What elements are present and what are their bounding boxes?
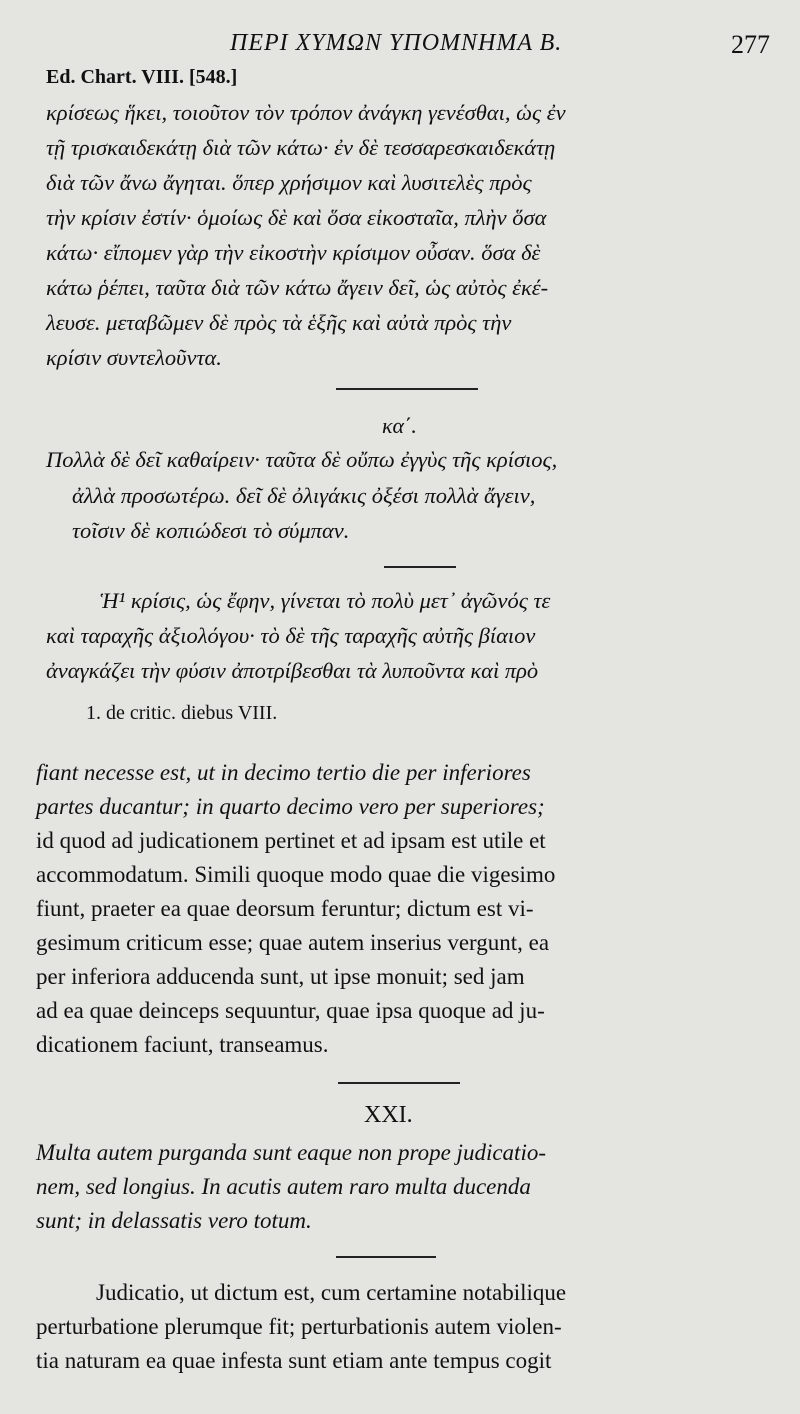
greek-line: καὶ ταραχῆς ἀξιολόγου· τὸ δὲ τῆς ταραχῆς αὐτῆς βίαιον — [46, 623, 536, 648]
greek-line: κρίσιν συντελοῦντα. — [46, 345, 222, 370]
section-divider — [338, 1082, 460, 1084]
edition-reference: Ed. Chart. VIII. [548.] — [46, 66, 238, 88]
latin-line: per inferiora adducenda sunt, ut ipse monuit; sed jam — [36, 964, 525, 989]
greek-line: κρίσεως ἥκει, τοιοῦτον τὸν τρόπον ἀνάγκη γενέσθαι, ὡς ἐν — [46, 100, 566, 125]
greek-line: Ἡ¹ κρίσις, ὡς ἔφην, γίνεται τὸ πολὺ μετ᾽ ἀγῶνός τε — [100, 588, 551, 613]
greek-line: κάτω ῥέπει, ταῦτα διὰ τῶν κάτω ἄγειν δεῖ, ὡς αὐτὸς ἐκέ- — [46, 275, 549, 300]
greek-line: τὴν κρίσιν ἐστίν· ὁμοίως δὲ καὶ ὅσα εἰκοσταῖα, πλὴν ὅσα — [46, 205, 547, 230]
latin-line: fiant necesse est, ut in decimo tertio die per inferiores — [36, 760, 531, 785]
greek-line: ἀναγκάζει τὴν φύσιν ἀποτρίβεσθαι τὰ λυποῦντα καὶ πρὸ — [46, 658, 539, 683]
latin-line: partes ducantur; in quarto decimo vero per superiores; — [36, 794, 545, 819]
section-divider — [336, 1256, 436, 1258]
latin-line: accommodatum. Simili quoque modo quae die vigesimo — [36, 862, 556, 887]
latin-line: Judicatio, ut dictum est, cum certamine notabilique — [96, 1280, 567, 1305]
section-divider — [336, 388, 478, 390]
greek-aphorism-line: Πολλὰ δὲ δεῖ καθαίρειν· ταῦτα δὲ οὔπω ἐγγὺς τῆς κρίσιος, — [46, 447, 558, 472]
latin-aphorism-line: nem, sed longius. In acutis autem raro multa ducenda — [36, 1174, 531, 1199]
latin-line: tia naturam ea quae infesta sunt etiam ante tempus cogit — [36, 1348, 552, 1373]
latin-line: dicationem faciunt, transeamus. — [36, 1032, 329, 1057]
greek-line: λευσε. μεταβῶμεν δὲ πρὸς τὰ ἑξῆς καὶ αὐτὰ πρὸς τὴν — [46, 310, 512, 335]
greek-line: κάτω· εἴπομεν γὰρ τὴν εἰκοστὴν κρίσιμον οὖσαν. ὅσα δὲ — [46, 240, 541, 265]
greek-line: διὰ τῶν ἄνω ἄγηται. ὅπερ χρήσιμον καὶ λυσιτελὲς πρὸς — [46, 170, 532, 195]
greek-line: τῇ τρισκαιδεκάτῃ διὰ τῶν κάτω· ἐν δὲ τεσσαρεσκαιδεκάτῃ — [46, 135, 556, 160]
section-divider — [384, 566, 456, 568]
page-number: 277 — [731, 30, 770, 59]
latin-section-label: XXI. — [364, 1102, 413, 1128]
latin-aphorism-line: sunt; in delassatis vero totum. — [36, 1208, 312, 1233]
running-header-title: ΠΕΡΙ ΧΥΜΩΝ ΥΠΟΜΝΗΜΑ Β. — [230, 30, 563, 56]
latin-line: id quod ad judicationem pertinet et ad ipsam est utile et — [36, 828, 546, 853]
greek-section-label: κα΄. — [382, 413, 417, 438]
latin-line: gesimum criticum esse; quae autem inserius vergunt, ea — [36, 930, 550, 955]
footnote: 1. de critic. diebus VIII. — [86, 702, 278, 724]
latin-aphorism-line: Multa autem purganda sunt eaque non prope judicatio- — [36, 1140, 546, 1165]
latin-line: perturbatione plerumque fit; perturbationis autem violen- — [36, 1314, 562, 1339]
greek-aphorism-line: ἀλλὰ προσωτέρω. δεῖ δὲ ὀλιγάκις ὀξέσι πολλὰ ἄγειν, — [72, 483, 536, 508]
latin-line: fiunt, praeter ea quae deorsum feruntur; dictum est vi- — [36, 896, 534, 921]
latin-line: ad ea quae deinceps sequuntur, quae ipsa quoque ad ju- — [36, 998, 545, 1023]
greek-aphorism-line: τοῖσιν δὲ κοπιώδεσι τὸ σύμπαν. — [72, 518, 350, 543]
